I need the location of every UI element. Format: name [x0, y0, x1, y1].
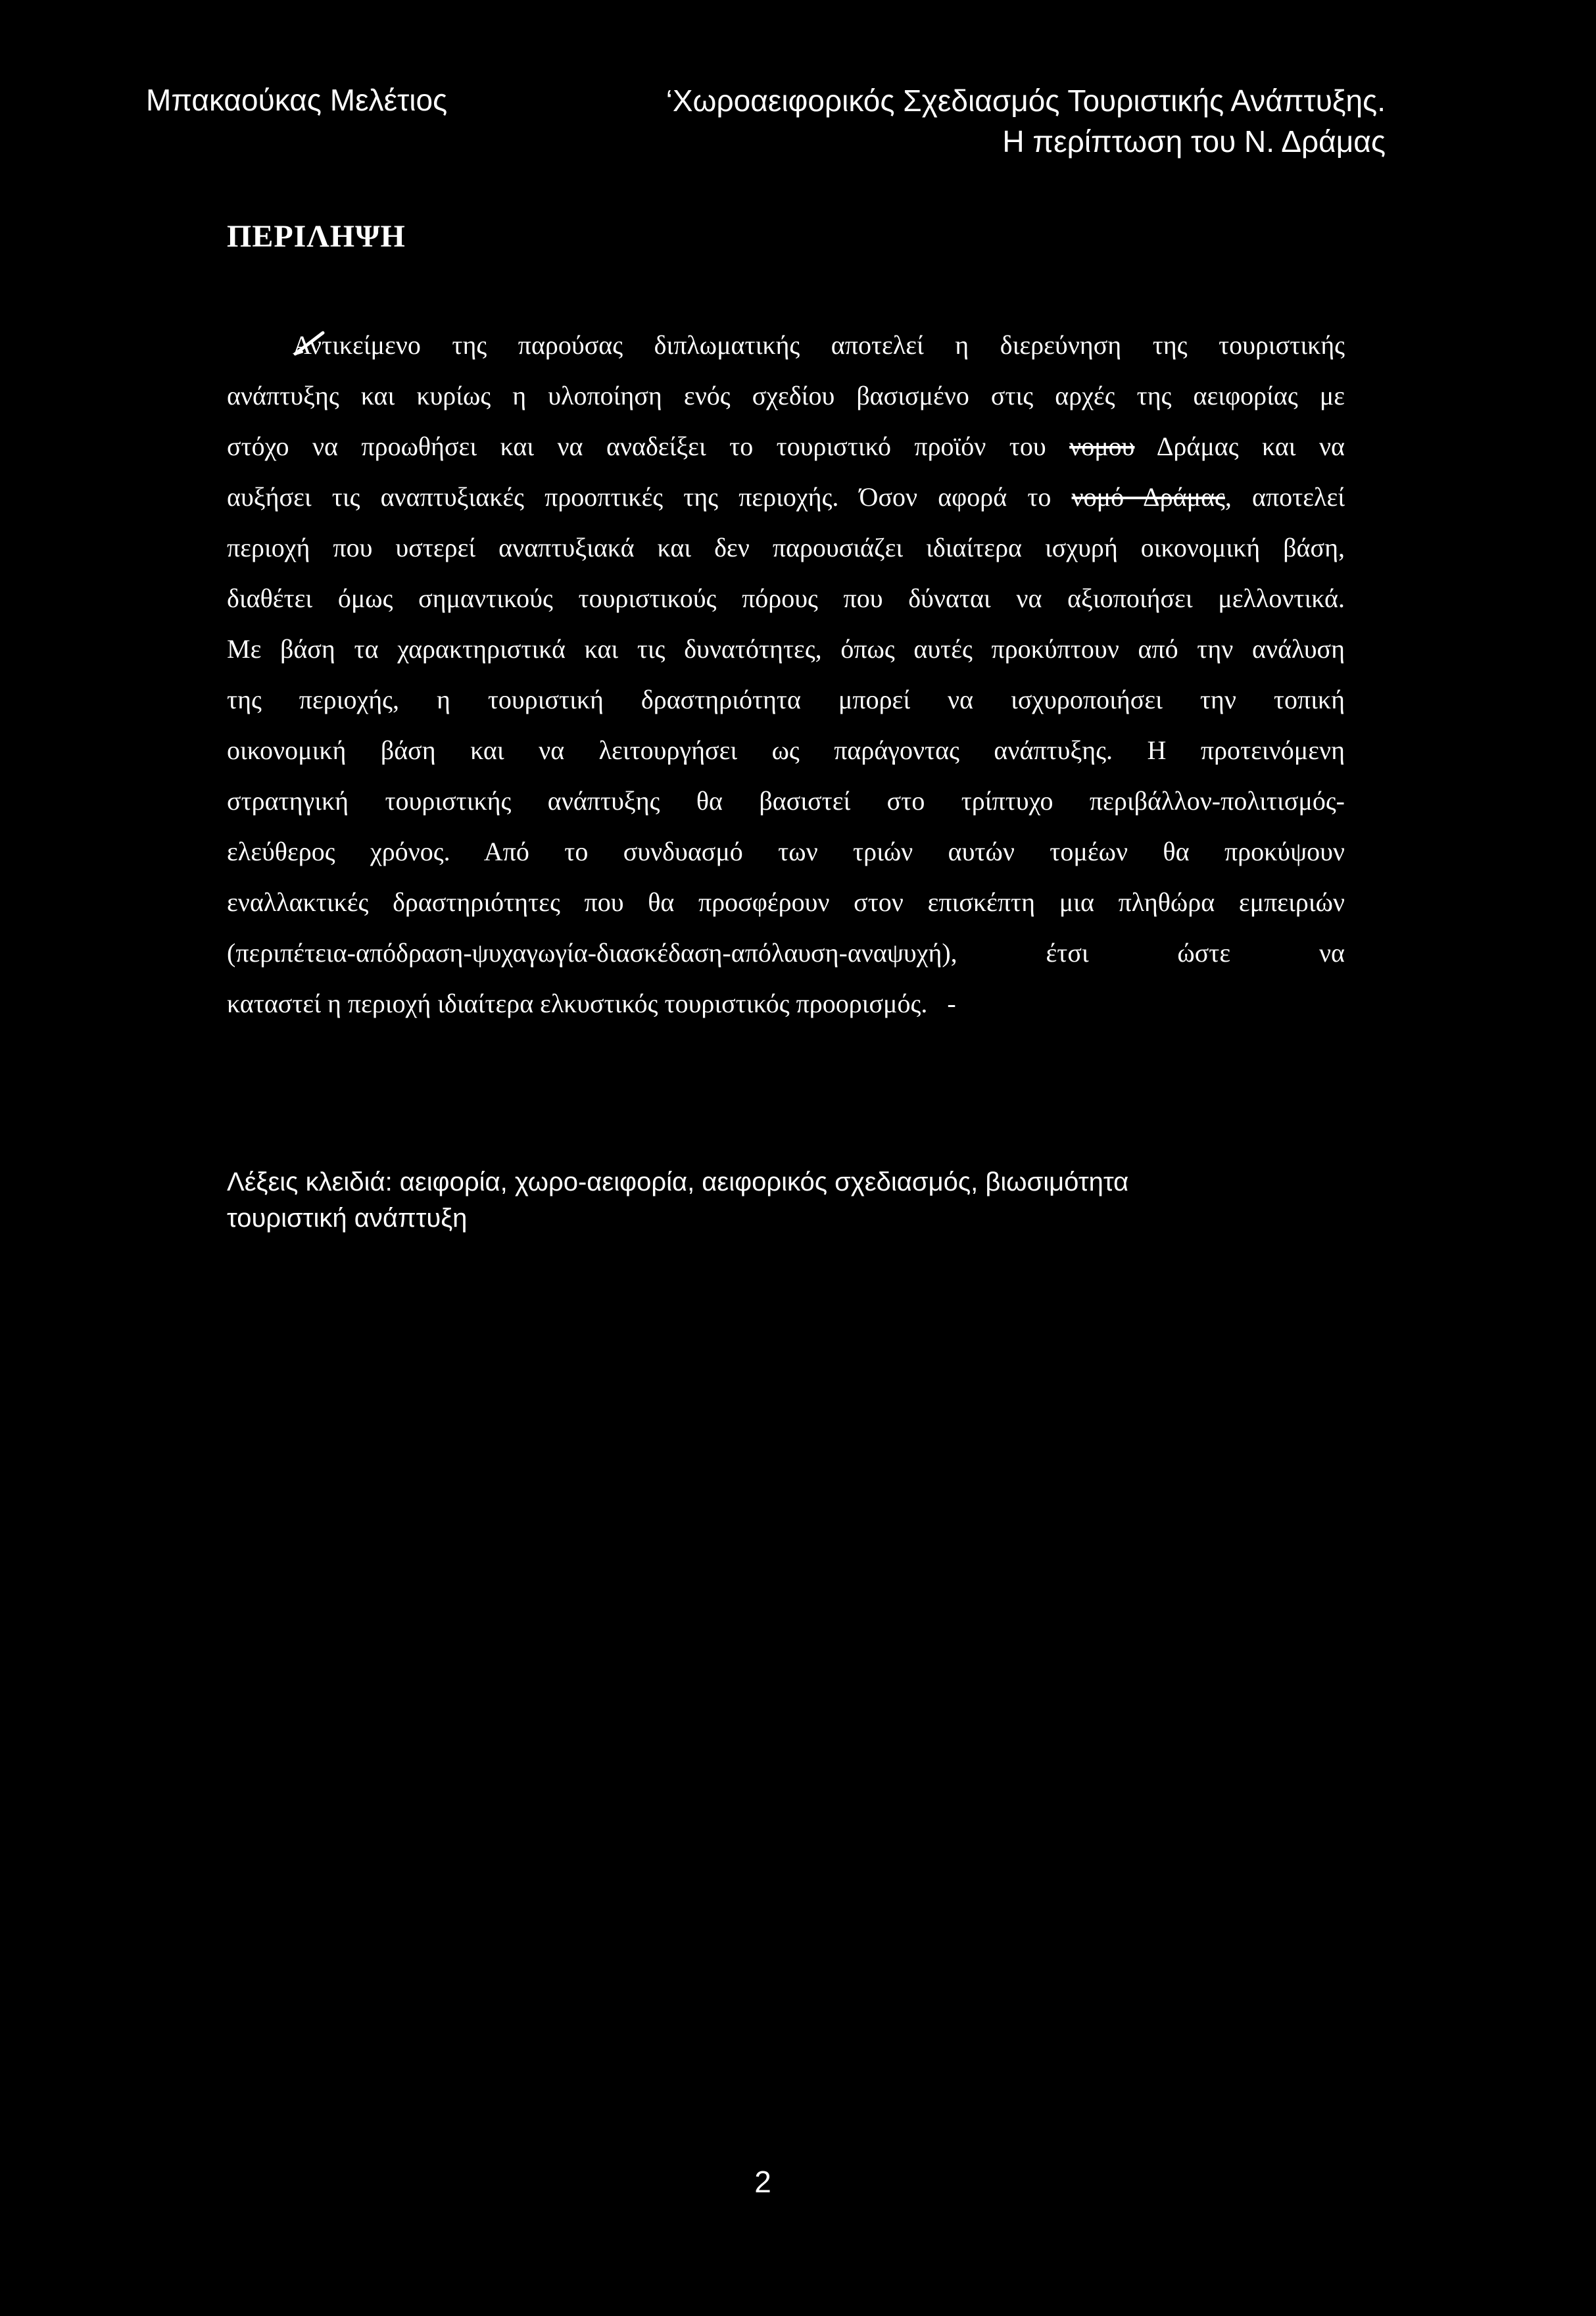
abstract-line-8: της περιοχής, η τουριστική δραστηριότητα μπορεί να ισχυροποιήσει την τοπική — [227, 685, 1345, 714]
keywords-line-1: Λέξεις κλειδιά: αειφορία, χωρο-αειφορία, αειφορικός σχεδιασμός, βιωσιμότητα — [227, 1168, 1129, 1196]
keywords-line-2: τουριστική ανάπτυξη — [227, 1204, 468, 1233]
abstract-body — [227, 326, 1345, 1035]
abstract-line-3-text: στόχο να προωθήσει και να αναδείξει το τουριστικό προϊόν του — [227, 431, 1046, 461]
abstract-line-3-tail: Δράμας και να — [1156, 431, 1345, 461]
abstract-line-14 — [227, 984, 1345, 1035]
abstract-line-13: (περιπέτεια-απόδραση-ψυχαγωγία-διασκέδαση-απόλαυση-αναψυχή), έτσι ώστε να — [227, 938, 1345, 968]
header-title — [666, 80, 1386, 162]
page-number: 2 — [754, 2165, 771, 2199]
header-title-line-1: ‘Χωροαειφορικός Σχεδιασμός Τουριστικής Ανάπτυξης. — [665, 84, 1386, 118]
header-author: Μπακαούκας Μελέτιος — [146, 83, 448, 117]
abstract-line-7: Με βάση τα χαρακτηριστικά και τις δυνατότητες, όπως αυτές προκύπτουν από την ανάλυση — [227, 634, 1345, 664]
abstract-line-9: οικονομική βάση και να λειτουργήσει ως παράγοντας ανάπτυξης. Η προτεινόμενη — [227, 735, 1345, 765]
keywords — [227, 1164, 1411, 1237]
abstract-line-4 — [227, 478, 1345, 528]
abstract-line-4-struck-words: νομό Δράμας — [1071, 482, 1225, 512]
abstract-line-4-text: αυξήσει τις αναπτυξιακές προοπτικές της περιοχής. Όσον αφορά το — [227, 482, 1052, 512]
abstract-line-6: διαθέτει όμως σημαντικούς τουριστικούς πόρους που δύναται να αξιοποιήσει μελλοντικά. — [227, 583, 1345, 613]
abstract-line-5: περιοχή που υστερεί αναπτυξιακά και δεν παρουσιάζει ιδιαίτερα ισχυρή οικονομική βάση, — [227, 533, 1345, 562]
abstract-line-14-text: καταστεί η περιοχή ιδιαίτερα ελκυστικός τουριστικός προορισμός. — [227, 989, 928, 1018]
abstract-line-2: ανάπτυξης και κυρίως η υλοποίηση ενός σχεδίου βασισμένο στις αρχές της αειφορίας με — [227, 381, 1345, 410]
abstract-line-1: Αντικείμενο της παρούσας διπλωματικής αποτελεί η διερεύνηση της τουριστικής — [293, 330, 1345, 360]
header-title-line-2: Η περίπτωση του Ν. Δράμας — [1002, 124, 1386, 159]
abstract-line-3-struck-word: νομου — [1069, 431, 1135, 461]
abstract-line-11: ελεύθερος χρόνος. Από το συνδυασμό των τριών αυτών τομέων θα προκύψουν — [227, 837, 1345, 866]
abstract-line-10: στρατηγική τουριστικής ανάπτυξης θα βασιστεί στο τρίπτυχο περιβάλλον-πολιτισμός- — [227, 786, 1345, 816]
abstract-line-3 — [227, 427, 1345, 478]
abstract-line-4-tail: , αποτελεί — [1224, 482, 1345, 512]
abstract-end-mark: - — [947, 989, 956, 1018]
abstract-line-12: εναλλακτικές δραστηριότητες που θα προσφέρουν στον επισκέπτη μια πληθώρα εμπειριών — [227, 887, 1345, 917]
section-heading: ΠΕΡΙΛΗΨΗ — [227, 219, 406, 254]
